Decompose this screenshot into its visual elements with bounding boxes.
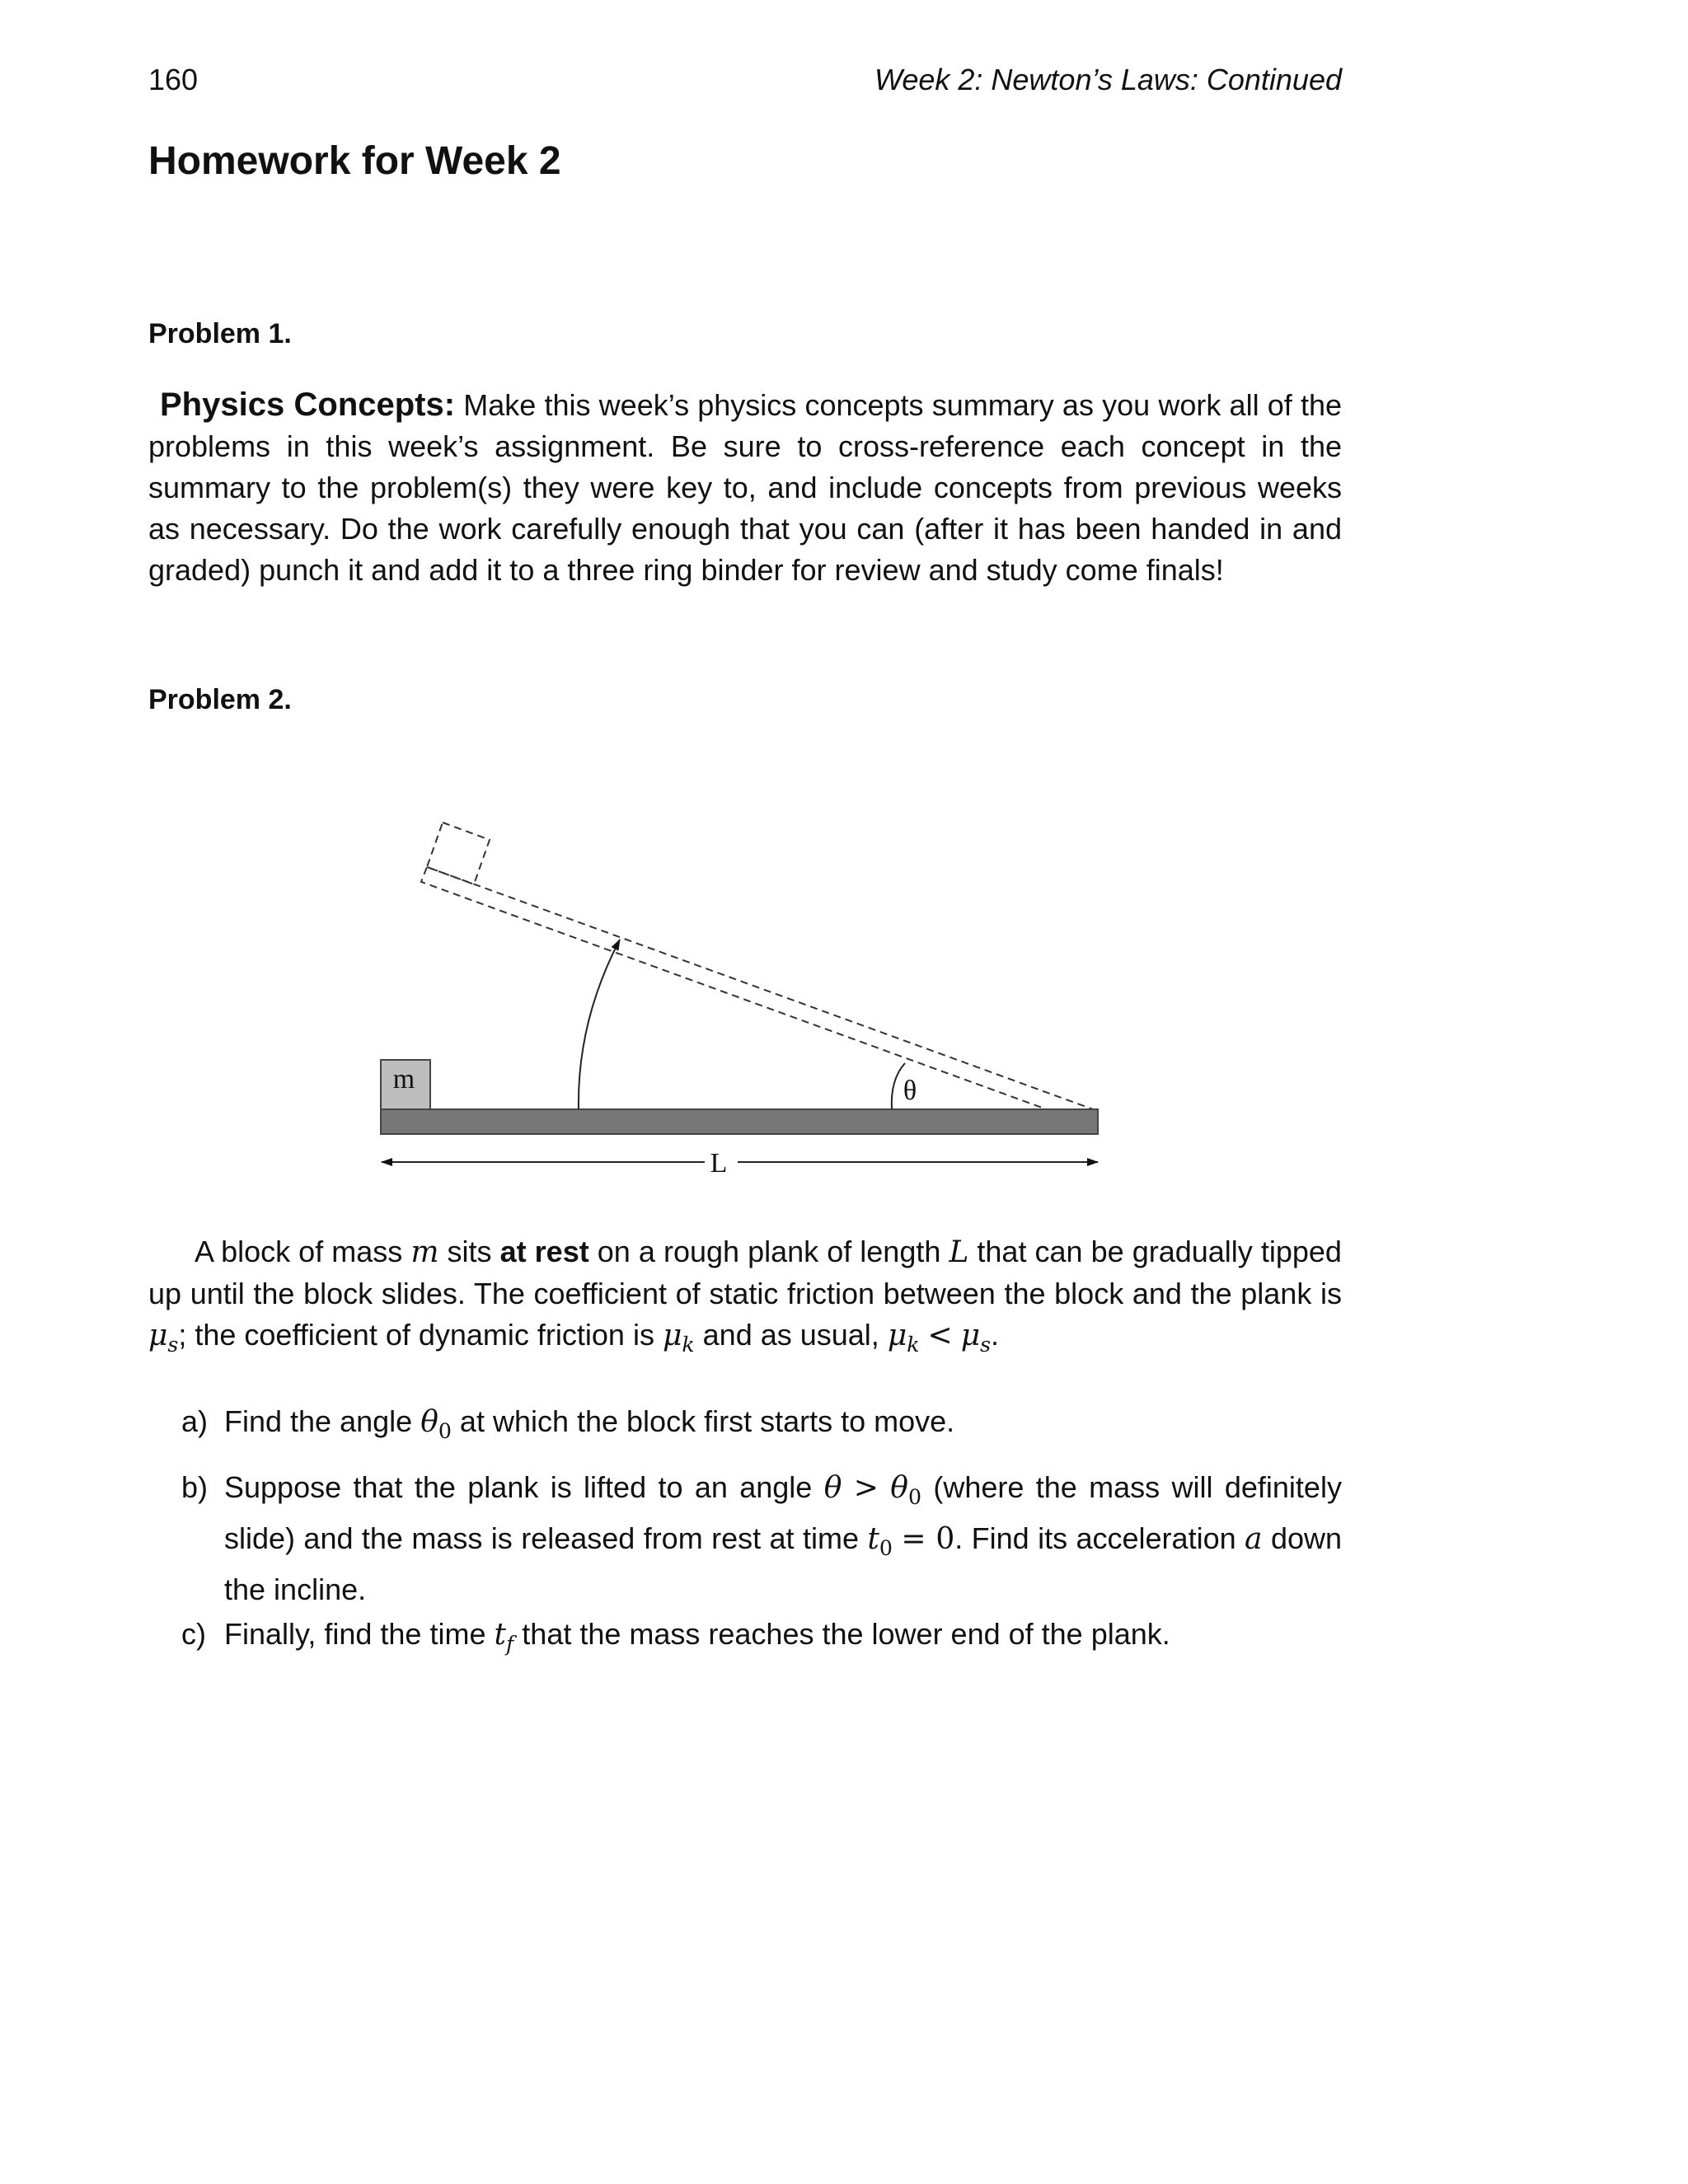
running-title: Week 2: Newton’s Laws: Continued — [874, 63, 1342, 96]
problem-1-text: Make this week’s physics concepts summary as you work all of the problems in this week’s assignment. Be sure to cross-reference each concept in the summary to the problem(s) they were key to, and include concepts from previous weeks as necessary. Do the work carefully enough that you can (after it has been handed in and graded) punch it and add it to a three ring binder for review and study come finals! — [148, 388, 1342, 587]
part-a-text: Find the angle $\theta_0$ at which the block first starts to move. — [224, 1404, 955, 1444]
part-b-text: Suppose that the plank is lifted to an angle $\theta > \theta_0$ (where the mass will definitely slide) and the mass is released from rest at time $t_0 = 0$. Find its acceleration a down the incline. — [224, 1470, 1342, 1607]
plank — [381, 1109, 1098, 1134]
part-b — [181, 1467, 1342, 1610]
problem-2-label: Problem 2. — [148, 684, 292, 715]
part-c-marker: c) — [181, 1617, 206, 1651]
page-number: 160 — [148, 63, 199, 96]
angle-label: θ — [903, 1076, 917, 1106]
length-label: L — [710, 1148, 728, 1179]
tilted-block-outline — [427, 823, 490, 884]
block-mass-label: m — [392, 1064, 415, 1094]
part-a — [181, 1401, 1342, 1452]
tilted-plank-outline — [421, 867, 1095, 1125]
rotation-arrow — [579, 940, 620, 1109]
physics-concepts-label: Physics Concepts: — [160, 387, 456, 423]
part-a-marker: a) — [181, 1404, 209, 1438]
part-b-marker: b) — [181, 1470, 209, 1504]
section-title: Homework for Week 2 — [148, 139, 561, 183]
part-c — [181, 1614, 1342, 1665]
part-c-text: Finally, find the time $t_f$ that the mass reaches the lower end of the plank. — [224, 1617, 1170, 1657]
problem-2-intro: A block of mass m sits at rest on a rough plank of length L that can be gradually tipped up until the block slides. The coefficient of static friction between the block and the plank is $\mu_s$; the coefficient of dynamic friction is $\mu_k$ and as usual, $\mu_k < \mu_s$. — [148, 1235, 1342, 1357]
problem-1-label: Problem 1. — [148, 318, 292, 349]
